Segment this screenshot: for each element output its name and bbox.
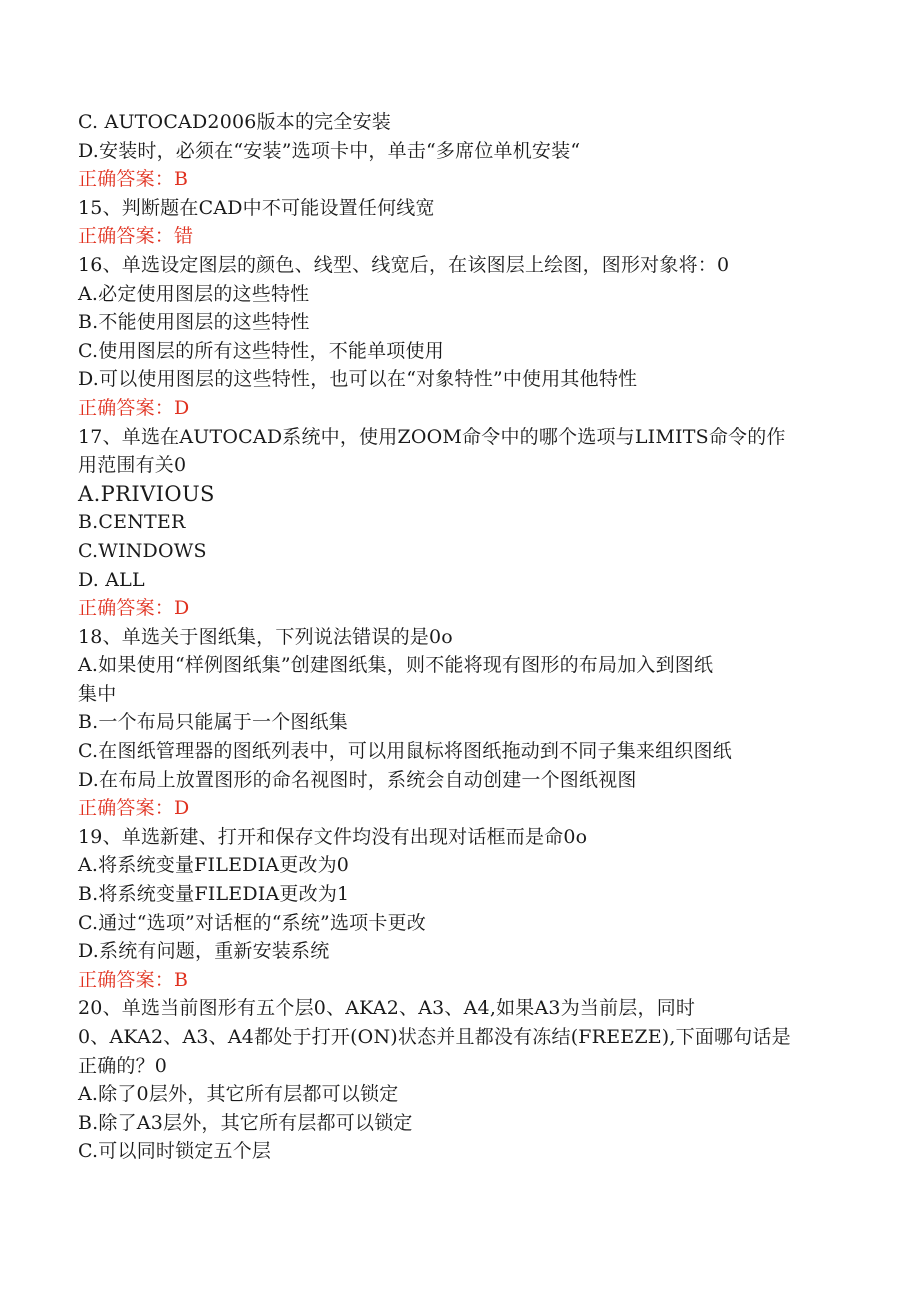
option-line: A.如果使用“样例图纸集”创建图纸集，则不能将现有图形的布局加入到图纸 <box>78 654 714 677</box>
question-line: 15、判断题在CAD中不可能设置任何线宽 <box>78 196 435 219</box>
question-line: 正确的？0 <box>78 1054 168 1077</box>
option-line: D.系统有问题，重新安装系统 <box>78 940 330 963</box>
answer-line: 正确答案：D <box>78 797 190 820</box>
option-line: B.一个布局只能属于一个图纸集 <box>78 711 349 734</box>
option-line: C. AUTOCAD2006版本的完全安装 <box>78 111 391 133</box>
question-line: 0、AKA2、A3、A4都处于打开(ON)状态并且都没有冻结(FREEZE),下面哪句话是 <box>78 1026 791 1048</box>
question-line: 16、单选设定图层的颜色、线型、线宽后，在该图层上绘图，图形对象将：0 <box>78 253 730 276</box>
answer-line: 正确答案：D <box>78 597 190 620</box>
question-line: 20、单选当前图形有五个层0、AKA2、A3、A4,如果A3为当前层，同时 <box>78 997 696 1020</box>
option-line: D.在布局上放置图形的命名视图时，系统会自动创建一个图纸视图 <box>78 768 637 791</box>
question-line: 18、单选关于图纸集，下列说法错误的是0o <box>78 625 453 648</box>
option-line: C.使用图层的所有这些特性，不能单项使用 <box>78 339 444 362</box>
answer-line: 正确答案：错 <box>78 225 194 248</box>
option-line: A.PRIVIOUS <box>78 481 215 506</box>
option-line: A.必定使用图层的这些特性 <box>78 282 310 305</box>
question-line: 19、单选新建、打开和保存文件均没有出现对话框而是命0o <box>78 825 588 848</box>
option-line: A.除了0层外，其它所有层都可以锁定 <box>78 1083 399 1106</box>
option-line: C.可以同时锁定五个层 <box>78 1140 272 1163</box>
answer-line: 正确答案：D <box>78 396 190 419</box>
option-line: B.除了A3层外，其它所有层都可以锁定 <box>78 1111 413 1134</box>
option-line: B.CENTER <box>78 511 186 534</box>
option-line: D.安装时，必须在“安装”选项卡中，单击“多席位单机安装“ <box>78 139 581 162</box>
option-line: D.可以使用图层的这些特性，也可以在“对象特性”中使用其他特性 <box>78 368 638 391</box>
option-line: C.在图纸管理器的图纸列表中，可以用鼠标将图纸拖动到不同子集来组织图纸 <box>78 740 732 763</box>
document-body <box>78 108 838 1166</box>
question-line: 17、单选在AUTOCAD系统中，使用ZOOM命令中的哪个选项与LIMITS命令的作 <box>78 425 786 448</box>
option-line: C.通过“选项”对话框的“系统”选项卡更改 <box>78 911 426 934</box>
option-line: 集中 <box>78 682 117 705</box>
question-line: 用范围有关0 <box>78 454 187 477</box>
option-line: C.WINDOWS <box>78 539 207 562</box>
option-line: B.不能使用图层的这些特性 <box>78 311 310 334</box>
option-line: D. ALL <box>78 568 145 591</box>
answer-line: 正确答案：B <box>78 968 189 991</box>
answer-line: 正确答案：B <box>78 168 189 191</box>
option-line: B.将系统变量FILEDIA更改为1 <box>78 883 350 906</box>
option-line: A.将系统变量FILEDIA更改为0 <box>78 854 350 877</box>
